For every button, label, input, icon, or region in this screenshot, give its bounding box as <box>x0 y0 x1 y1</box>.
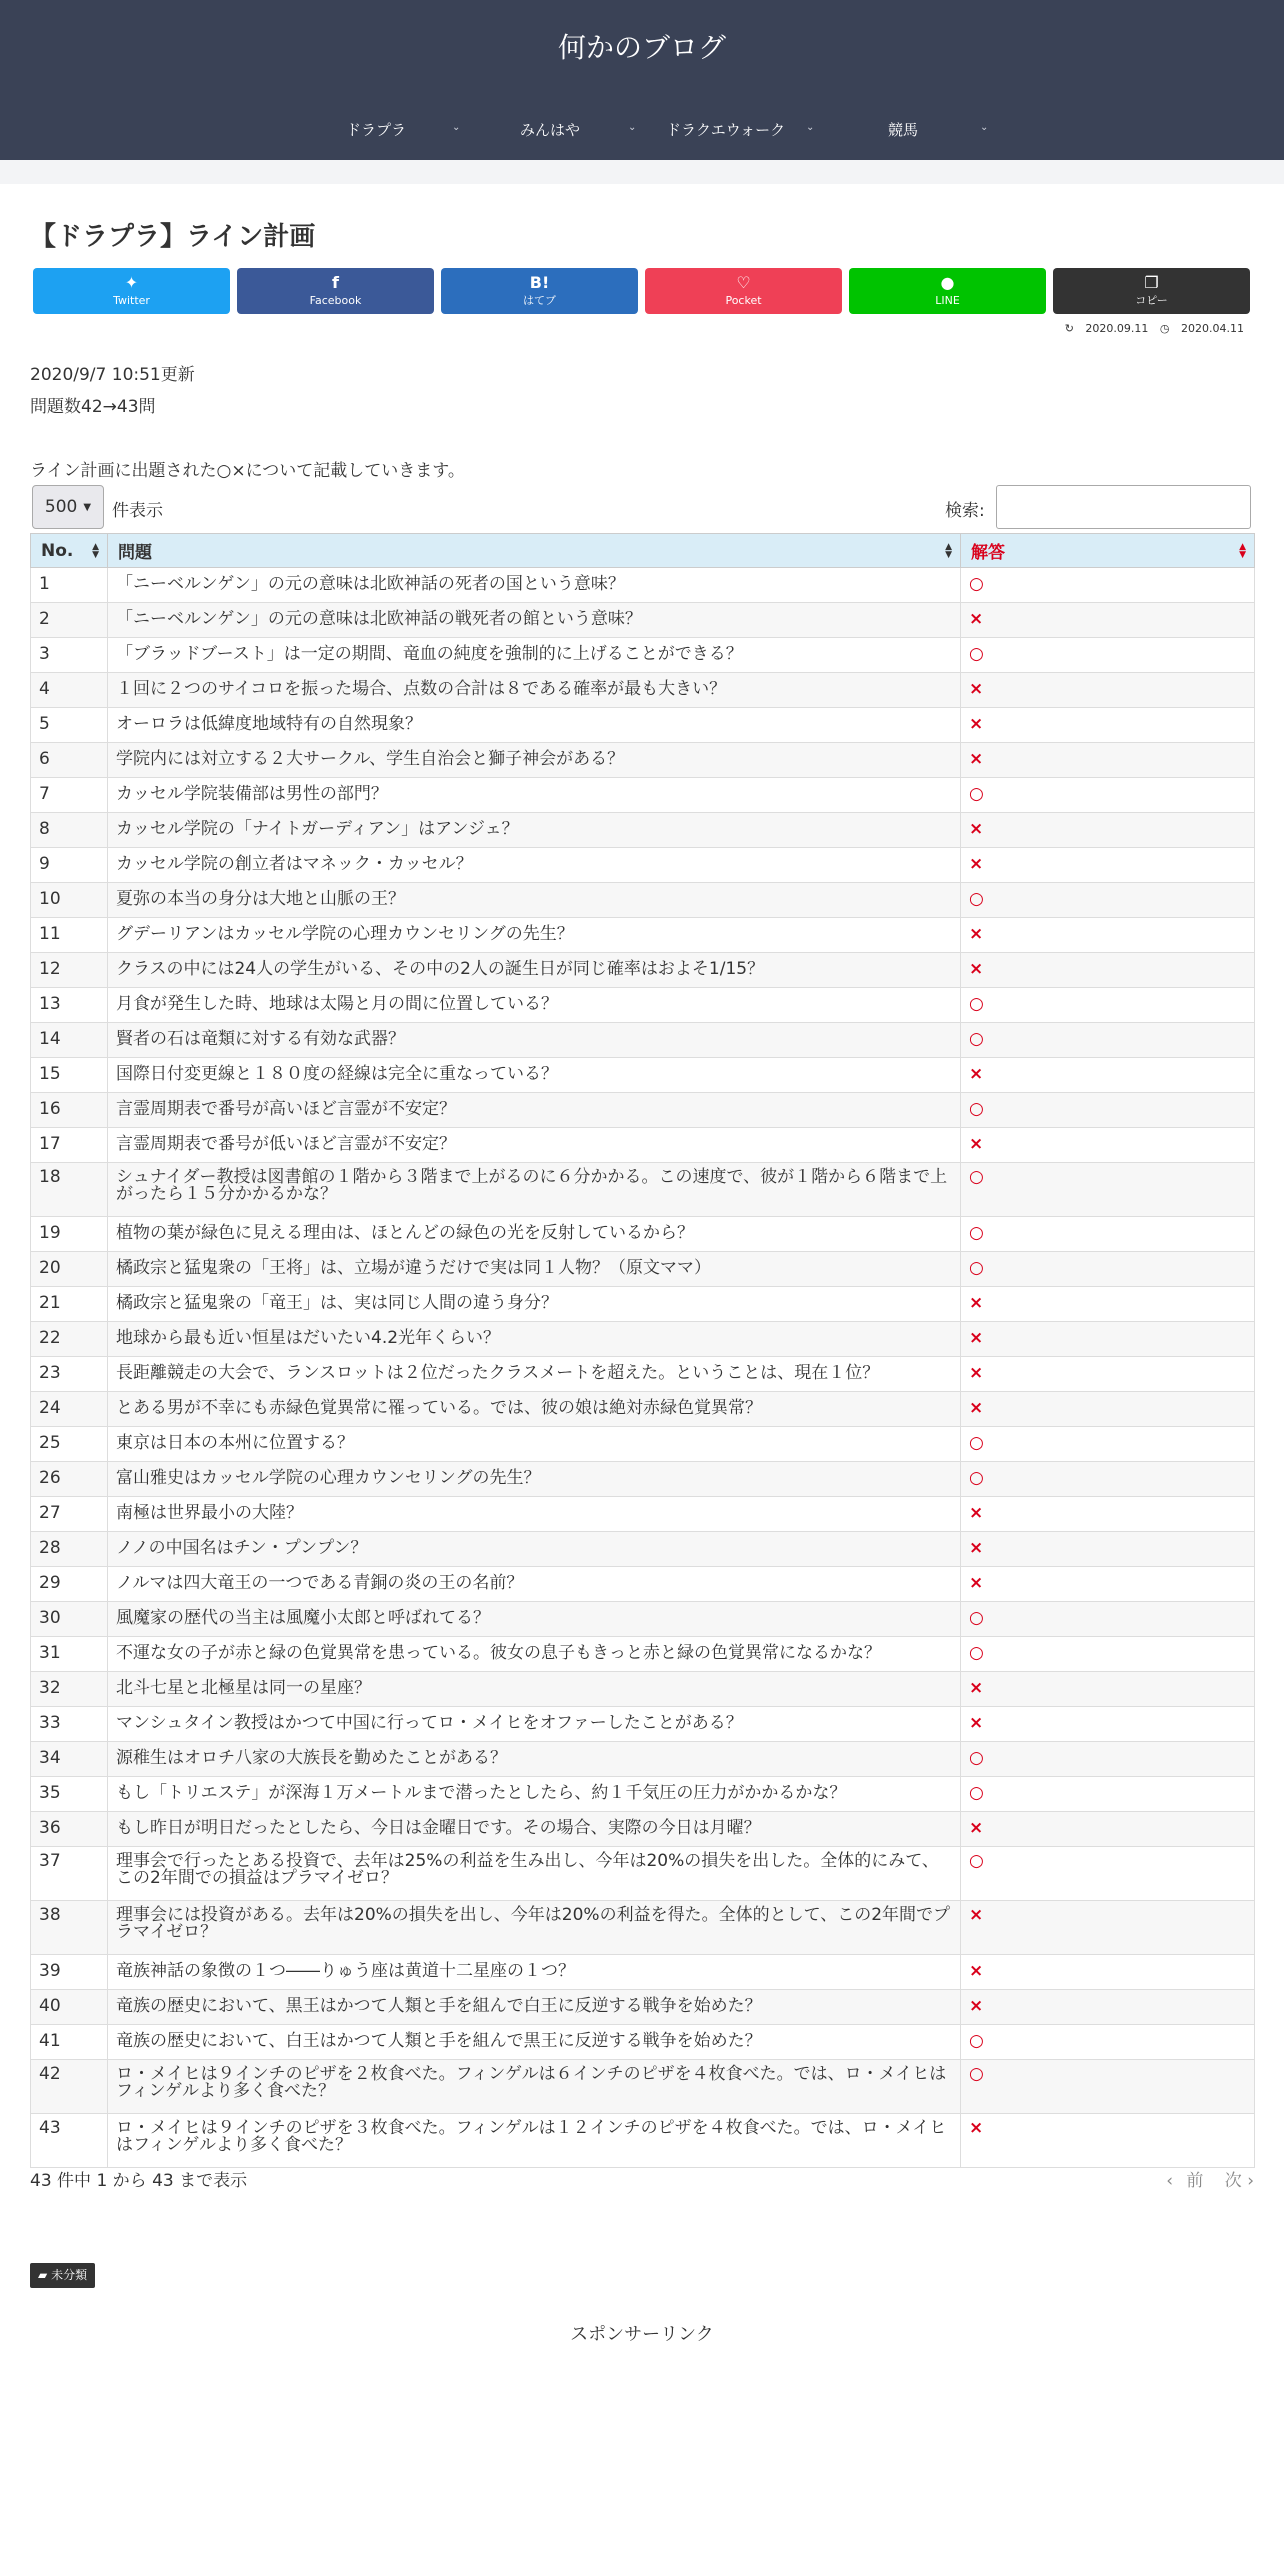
cell-question: 夏弥の本当の身分は大地と山脈の王？ <box>108 883 961 918</box>
table-row <box>31 1217 1255 1252</box>
cell-question: 富山雅史はカッセル学院の心理カウンセリングの先生？ <box>108 1462 961 1497</box>
cell-question: 橘政宗と猛鬼衆の「竜王」は、実は同じ人間の違う身分？ <box>108 1287 961 1322</box>
table-row <box>31 2060 1255 2114</box>
table-row <box>31 1392 1255 1427</box>
table-row <box>31 1163 1255 1217</box>
table-row <box>31 1742 1255 1777</box>
cell-question: 理事会で行ったとある投資で、去年は25%の利益を生み出し、今年は20%の損失を出した。全体的にみて、この2年間での損益はプラマイゼロ？ <box>108 1847 961 1901</box>
share-facebook-button[interactable] <box>237 268 434 314</box>
table-row <box>31 1777 1255 1812</box>
cell-no: 32 <box>31 1672 108 1707</box>
cell-answer: ○ <box>961 778 1255 813</box>
cell-no: 15 <box>31 1058 108 1093</box>
cell-no: 37 <box>31 1847 108 1901</box>
cell-question: ノノの中国名はチン・プンプン？ <box>108 1532 961 1567</box>
cell-answer: ○ <box>961 1777 1255 1812</box>
update-date: ↻ 2020.09.11 <box>1064 322 1149 335</box>
pagination <box>1158 2166 1254 2191</box>
table-row <box>31 848 1255 883</box>
cell-no: 27 <box>31 1497 108 1532</box>
cell-answer: ○ <box>961 568 1255 603</box>
update-note: 2020/9/7 10:51更新 <box>30 365 195 385</box>
cell-answer: ○ <box>961 1093 1255 1128</box>
cell-answer: × <box>961 673 1255 708</box>
cell-question: 北斗七星と北極星は同一の星座？ <box>108 1672 961 1707</box>
cell-question: 学院内には対立する２大サークル、学生自治会と獅子神会がある？ <box>108 743 961 778</box>
cell-question: 風魔家の歴代の当主は風魔小太郎と呼ばれてる？ <box>108 1602 961 1637</box>
cell-question: 源稚生はオロチ八家の大族長を勤めたことがある？ <box>108 1742 961 1777</box>
cell-answer: × <box>961 1532 1255 1567</box>
search-label: 検索: <box>945 501 985 521</box>
nav-item-label: ドラプラ <box>346 120 407 139</box>
cell-question: 不運な女の子が赤と緑の色覚異常を患っている。彼女の息子もきっと赤と緑の色覚異常になるかな？ <box>108 1637 961 1672</box>
cell-no: 4 <box>31 673 108 708</box>
cell-no: 14 <box>31 1023 108 1058</box>
cell-no: 12 <box>31 953 108 988</box>
cell-question: もし昨日が明日だったとしたら、今日は金曜日です。その場合、実際の今日は月曜？ <box>108 1812 961 1847</box>
table-row <box>31 603 1255 638</box>
cell-no: 6 <box>31 743 108 778</box>
cell-no: 5 <box>31 708 108 743</box>
cell-question: 竜族の歴史において、白王はかつて人類と手を組んで黒王に反逆する戦争を始めた？ <box>108 2025 961 2060</box>
share-label: LINE <box>935 294 960 307</box>
nav-item-keiba[interactable] <box>888 118 989 140</box>
table-row <box>31 568 1255 603</box>
table-row <box>31 1287 1255 1322</box>
cell-question: 竜族の歴史において、黒王はかつて人類と手を組んで白王に反逆する戦争を始めた？ <box>108 1990 961 2025</box>
prev-button[interactable]: ‹ 前 <box>1166 2171 1204 2191</box>
table-row <box>31 1427 1255 1462</box>
cell-answer: × <box>961 1287 1255 1322</box>
publish-date: ◷ 2020.04.11 <box>1159 322 1244 335</box>
share-copy-button[interactable] <box>1053 268 1250 314</box>
cell-question: １回に２つのサイコロを振った場合、点数の合計は８である確率が最も大きい？ <box>108 673 961 708</box>
table-body <box>31 568 1255 2168</box>
cell-answer: ○ <box>961 2025 1255 2060</box>
page-length-value: 500 <box>44 497 78 517</box>
cell-no: 23 <box>31 1357 108 1392</box>
cell-question: ロ・メイヒは９インチのピザを２枚食べた。フィンゲルは６インチのピザを４枚食べた。では、ロ・メイヒはフィンゲルより多く食べた？ <box>108 2060 961 2114</box>
table-row <box>31 1128 1255 1163</box>
cell-no: 34 <box>31 1742 108 1777</box>
cell-answer: ○ <box>961 1023 1255 1058</box>
cell-answer: × <box>961 1058 1255 1093</box>
cell-question: 長距離競走の大会で、ランスロットは２位だったクラスメートを超えた。ということは、現在１位？ <box>108 1357 961 1392</box>
table-row <box>31 743 1255 778</box>
post-dates <box>1057 322 1244 335</box>
cell-answer: × <box>961 2114 1255 2168</box>
site-header <box>0 0 1284 160</box>
table-row <box>31 2114 1255 2168</box>
table-row <box>31 1058 1255 1093</box>
table-row <box>31 1707 1255 1742</box>
cell-no: 7 <box>31 778 108 813</box>
pocket-icon: ♡ <box>736 273 751 292</box>
nav-item-label: みんはや <box>520 120 581 139</box>
cell-question: 南極は世界最小の大陸？ <box>108 1497 961 1532</box>
share-label: Pocket <box>725 294 762 307</box>
global-nav <box>0 118 1284 140</box>
cell-no: 43 <box>31 2114 108 2168</box>
share-label: はてブ <box>523 294 556 307</box>
cell-answer: × <box>961 1128 1255 1163</box>
cell-answer: ○ <box>961 1163 1255 1217</box>
cell-answer: ○ <box>961 2060 1255 2114</box>
share-label: Facebook <box>309 294 362 307</box>
cell-answer: × <box>961 953 1255 988</box>
cell-question: 地球から最も近い恒星はだいたい4.2光年くらい？ <box>108 1322 961 1357</box>
cell-answer: × <box>961 1392 1255 1427</box>
table-row <box>31 1602 1255 1637</box>
nav-item-label: ドラクエウォーク <box>666 120 786 139</box>
cell-answer: ○ <box>961 883 1255 918</box>
cell-question: カッセル学院の創立者はマネック・カッセル？ <box>108 848 961 883</box>
intro-text: ライン計画に出題された○×について記載していきます。 <box>30 461 465 481</box>
cell-answer: × <box>961 1357 1255 1392</box>
cell-no: 1 <box>31 568 108 603</box>
cell-question: 竜族神話の象徴の１つ――りゅう座は黄道十二星座の１つ？ <box>108 1955 961 1990</box>
share-pocket-button[interactable] <box>645 268 842 314</box>
cell-question: 言霊周期表で番号が低いほど言霊が不安定？ <box>108 1128 961 1163</box>
cell-no: 21 <box>31 1287 108 1322</box>
table-row <box>31 1497 1255 1532</box>
cell-question: グデーリアンはカッセル学院の心理カウンセリングの先生？ <box>108 918 961 953</box>
cell-no: 22 <box>31 1322 108 1357</box>
table-row <box>31 1252 1255 1287</box>
cell-no: 25 <box>31 1427 108 1462</box>
cell-no: 13 <box>31 988 108 1023</box>
cell-answer: ○ <box>961 1217 1255 1252</box>
cell-answer: × <box>961 1567 1255 1602</box>
cell-question: とある男が不幸にも赤緑色覚異常に罹っている。では、彼の娘は絶対赤緑色覚異常？ <box>108 1392 961 1427</box>
cell-answer: ○ <box>961 1637 1255 1672</box>
page-length-label: 件表示 <box>112 501 163 521</box>
cell-question: 橘政宗と猛鬼衆の「王将」は、立場が違うだけで実は同１人物？（原文ママ） <box>108 1252 961 1287</box>
table-info: 43 件中 1 から 43 まで表示 <box>30 2171 248 2191</box>
cell-question: もし「トリエステ」が深海１万メートルまで潜ったとしたら、約１千気圧の圧力がかかるかな？ <box>108 1777 961 1812</box>
folder-icon: ▰ <box>38 2268 48 2282</box>
table-row <box>31 1901 1255 1955</box>
cell-no: 33 <box>31 1707 108 1742</box>
cell-no: 41 <box>31 2025 108 2060</box>
sort-icon: ▲ ▼ <box>92 542 99 560</box>
cell-answer: ○ <box>961 1742 1255 1777</box>
cell-question: マンシュタイン教授はかつて中国に行ってロ・メイヒをオファーしたことがある？ <box>108 1707 961 1742</box>
quiz-table <box>30 533 1255 2168</box>
cell-question: シュナイダー教授は図書館の１階から３階まで上がるのに６分かかる。この速度で、彼が１階から６階まで上がったら１５分かかるかな？ <box>108 1163 961 1217</box>
hatena-icon: B! <box>529 273 550 292</box>
cell-answer: × <box>961 603 1255 638</box>
share-line-button[interactable] <box>849 268 1046 314</box>
table-row <box>31 1322 1255 1357</box>
table-row <box>31 1532 1255 1567</box>
cell-question: 月食が発生した時、地球は太陽と月の間に位置している？ <box>108 988 961 1023</box>
chevron-down-icon: ⌄ <box>806 122 815 133</box>
cell-answer: ○ <box>961 1462 1255 1497</box>
cell-question: ノルマは四大竜王の一つである青銅の炎の王の名前？ <box>108 1567 961 1602</box>
cell-answer: × <box>961 708 1255 743</box>
table-row <box>31 1847 1255 1901</box>
table-row <box>31 1812 1255 1847</box>
twitter-icon: ✦ <box>124 273 139 292</box>
column-header-question[interactable]: 問題 ▲ ▼ <box>108 534 961 568</box>
cell-question: クラスの中には24人の学生がいる、その中の2人の誕生日が同じ確率はおよそ1/15？ <box>108 953 961 988</box>
cell-no: 11 <box>31 918 108 953</box>
chevron-down-icon: ⌄ <box>980 122 989 133</box>
cell-question: カッセル学院装備部は男性の部門？ <box>108 778 961 813</box>
category-label: 未分類 <box>51 2268 88 2282</box>
cell-no: 9 <box>31 848 108 883</box>
cell-no: 16 <box>31 1093 108 1128</box>
cell-answer: × <box>961 918 1255 953</box>
cell-no: 35 <box>31 1777 108 1812</box>
sort-icon: ▲ ▼ <box>1239 542 1246 560</box>
cell-answer: × <box>961 1901 1255 1955</box>
share-hatena-button[interactable] <box>441 268 638 314</box>
table-row <box>31 1093 1255 1128</box>
table-row <box>31 1357 1255 1392</box>
sort-icon: ▲ ▼ <box>945 542 952 560</box>
nav-item-dorapura[interactable] <box>346 118 461 140</box>
cell-no: 17 <box>31 1128 108 1163</box>
cell-question: 「ブラッドブースト」は一定の期間、竜血の純度を強制的に上げることができる？ <box>108 638 961 673</box>
cell-question: カッセル学院の「ナイトガーディアン」はアンジェ？ <box>108 813 961 848</box>
cell-question: 「ニーベルンゲン」の元の意味は北欧神話の死者の国という意味？ <box>108 568 961 603</box>
table-row <box>31 1637 1255 1672</box>
cell-no: 38 <box>31 1901 108 1955</box>
share-twitter-button[interactable] <box>33 268 230 314</box>
column-header-no[interactable]: No. ▲ ▼ <box>31 534 108 568</box>
cell-answer: ○ <box>961 1252 1255 1287</box>
table-row <box>31 918 1255 953</box>
cell-question: 賢者の石は竜類に対する有効な武器？ <box>108 1023 961 1058</box>
site-title[interactable]: 何かのブログ <box>557 31 726 64</box>
cell-no: 24 <box>31 1392 108 1427</box>
cell-answer: ○ <box>961 1847 1255 1901</box>
table-row <box>31 638 1255 673</box>
cell-answer: ○ <box>961 988 1255 1023</box>
table-row <box>31 988 1255 1023</box>
table-row <box>31 953 1255 988</box>
cell-answer: × <box>961 813 1255 848</box>
share-label: Twitter <box>113 294 150 307</box>
cell-no: 40 <box>31 1990 108 2025</box>
cell-question: 「ニーベルンゲン」の元の意味は北欧神話の戦死者の館という意味？ <box>108 603 961 638</box>
page-title: 【ドラプラ】ライン計画 <box>30 222 316 252</box>
cell-question: 植物の葉が緑色に見える理由は、ほとんどの緑色の光を反射しているから？ <box>108 1217 961 1252</box>
sponsor-label: スポンサーリンク <box>570 2324 714 2345</box>
cell-answer: × <box>961 1497 1255 1532</box>
cell-answer: × <box>961 743 1255 778</box>
table-row <box>31 2025 1255 2060</box>
nav-item-dqwalk[interactable] <box>666 118 815 140</box>
copy-icon: ❐ <box>1144 273 1159 292</box>
cell-answer: × <box>961 1990 1255 2025</box>
category-badge[interactable] <box>30 2263 95 2288</box>
chevron-down-icon: ⌄ <box>628 122 637 133</box>
cell-no: 30 <box>31 1602 108 1637</box>
page-length-select[interactable] <box>32 485 104 529</box>
cell-no: 36 <box>31 1812 108 1847</box>
table-row <box>31 1023 1255 1058</box>
cell-answer: × <box>961 1812 1255 1847</box>
cell-no: 39 <box>31 1955 108 1990</box>
cell-no: 18 <box>31 1163 108 1217</box>
facebook-icon: f <box>332 273 339 292</box>
table-row <box>31 778 1255 813</box>
cell-no: 42 <box>31 2060 108 2114</box>
nav-item-label: 競馬 <box>888 120 919 139</box>
share-label: コピー <box>1135 294 1168 307</box>
column-header-answer[interactable]: 解答 ▲ ▼ <box>961 534 1255 568</box>
cell-answer: × <box>961 1955 1255 1990</box>
cell-question: 国際日付変更線と１８０度の経線は完全に重なっている？ <box>108 1058 961 1093</box>
cell-answer: ○ <box>961 1427 1255 1462</box>
cell-answer: × <box>961 1322 1255 1357</box>
cell-question: ロ・メイヒは９インチのピザを３枚食べた。フィンゲルは１２インチのピザを４枚食べた。では、ロ・メイヒはフィンゲルより多く食べた？ <box>108 2114 961 2168</box>
cell-question: 理事会には投資がある。去年は20%の損失を出し、今年は20%の利益を得た。全体的として、この2年間でプラマイゼロ？ <box>108 1901 961 1955</box>
cell-no: 31 <box>31 1637 108 1672</box>
cell-no: 10 <box>31 883 108 918</box>
cell-no: 8 <box>31 813 108 848</box>
cell-question: 言霊周期表で番号が高いほど言霊が不安定？ <box>108 1093 961 1128</box>
table-row <box>31 673 1255 708</box>
cell-question: オーロラは低緯度地域特有の自然現象？ <box>108 708 961 743</box>
count-note: 問題数42→43問 <box>30 397 156 417</box>
table-row <box>31 813 1255 848</box>
cell-answer: × <box>961 848 1255 883</box>
next-button[interactable]: 次 › <box>1224 2171 1254 2191</box>
chevron-down-icon: ⌄ <box>452 122 461 133</box>
table-row <box>31 1567 1255 1602</box>
header-divider <box>0 160 1284 184</box>
cell-answer: ○ <box>961 638 1255 673</box>
cell-answer: ○ <box>961 1602 1255 1637</box>
cell-no: 26 <box>31 1462 108 1497</box>
cell-no: 20 <box>31 1252 108 1287</box>
cell-no: 3 <box>31 638 108 673</box>
table-row <box>31 708 1255 743</box>
search-input[interactable] <box>996 485 1251 529</box>
cell-answer: × <box>961 1672 1255 1707</box>
cell-answer: × <box>961 1707 1255 1742</box>
nav-item-minhaya[interactable] <box>520 118 637 140</box>
line-icon: ● <box>940 273 955 292</box>
cell-no: 29 <box>31 1567 108 1602</box>
table-row <box>31 1955 1255 1990</box>
cell-no: 19 <box>31 1217 108 1252</box>
chevron-down-icon: ▼ <box>83 501 92 513</box>
table-row <box>31 1672 1255 1707</box>
cell-question: 東京は日本の本州に位置する？ <box>108 1427 961 1462</box>
table-row <box>31 883 1255 918</box>
cell-no: 28 <box>31 1532 108 1567</box>
table-row <box>31 1990 1255 2025</box>
table-row <box>31 1462 1255 1497</box>
cell-no: 2 <box>31 603 108 638</box>
